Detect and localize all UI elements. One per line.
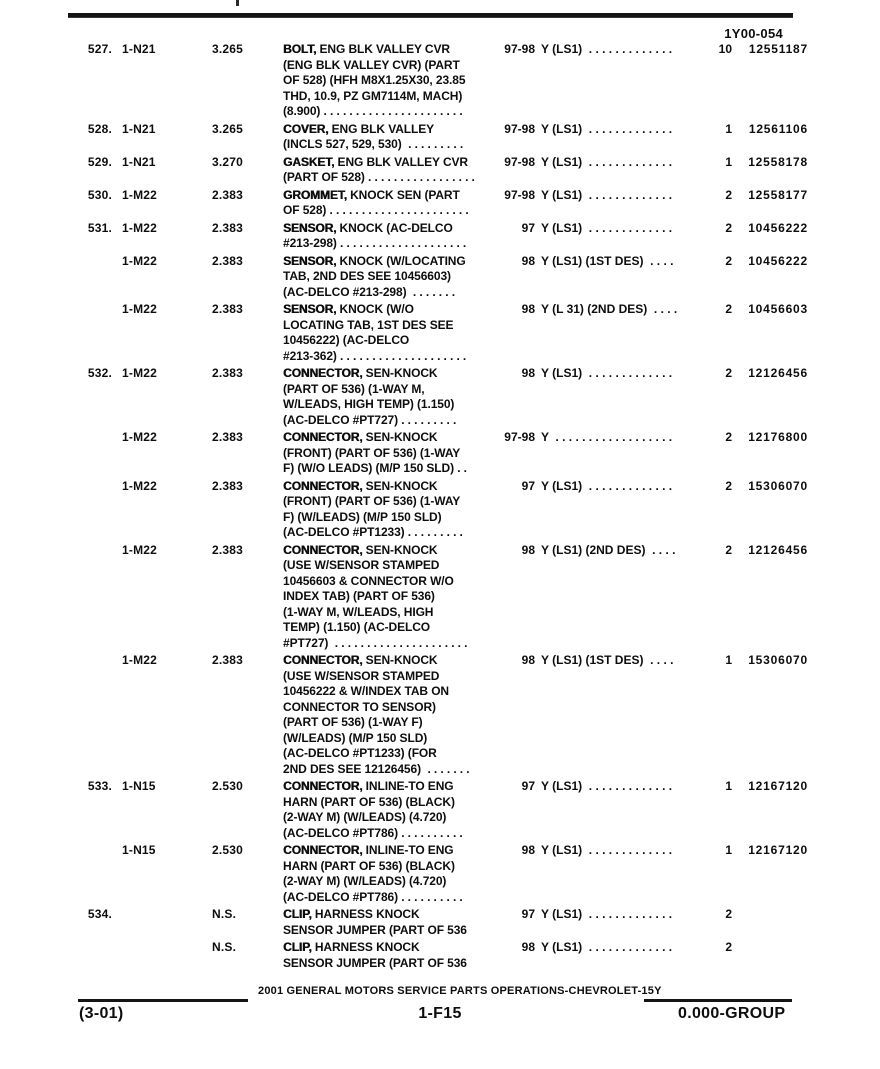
model-years: 97 (521, 907, 535, 921)
usage-code: Y (LS1) . . . . . . . . . . . . . (541, 220, 673, 235)
part-number: 10456603 (748, 302, 808, 316)
part-group-code (112, 907, 210, 938)
quantity: 2 (725, 430, 732, 444)
table-row (0, 543, 880, 652)
quantity: 2 (725, 542, 732, 557)
model-years: 97 (521, 478, 535, 493)
item-number: 530. (87, 187, 112, 202)
group-number: 2.383 (212, 187, 244, 202)
item-number: 529. (87, 154, 112, 169)
part-group-code: 1-M22 (122, 366, 158, 380)
table-row (0, 940, 880, 971)
part-group-code: 1-M22 (122, 253, 158, 268)
table-row (0, 122, 880, 153)
usage-code: Y (LS1) (1ST DES) . . . . (541, 253, 674, 268)
table-row (0, 366, 880, 428)
part-number: 12558178 (748, 154, 808, 169)
part-description: GROMMET, KNOCK SEN (PART OF 528) . . . . . . . . . . . . . . . . . . . . . . (283, 187, 469, 217)
part-description: CONNECTOR, SEN-KNOCK (USE W/SENSOR STAMPED 10456222 & W/INDEX TAB ON CONNECTOR TO SENSOR) (PART OF 536) (1-WAY F) (W/LEADS) (M/P 150 SLD) (AC-DELCO #PT1233) (FOR 2ND DES SEE 12126456) . . . . . . . (283, 653, 470, 776)
model-years: 97 (521, 779, 535, 793)
usage-code: Y (L 31) (2ND DES) . . . . (541, 302, 678, 316)
table-row (0, 188, 880, 219)
item-number: 534. (87, 907, 112, 921)
quantity: 2 (725, 253, 732, 268)
table-row (0, 254, 880, 301)
item-number (0, 843, 112, 905)
quantity: 2 (725, 187, 732, 202)
part-number: 12551187 (748, 42, 808, 56)
usage-code: Y (LS1) . . . . . . . . . . . . . (541, 42, 673, 56)
model-years: 97-98 (504, 187, 535, 202)
part-description: CONNECTOR, INLINE-TO ENG HARN (PART OF 536) (BLACK) (2-WAY M) (W/LEADS) (4.720) (AC-DELCO #PT786) . . . . . . . . . . (283, 779, 463, 840)
scan-artifact-tick (236, 0, 239, 6)
part-description: CLIP, HARNESS KNOCK SENSOR JUMPER (PART OF 536 (283, 940, 467, 970)
quantity: 10 (718, 42, 732, 56)
top-divider-rule (68, 13, 793, 18)
page-id-code: 1Y00-054 (724, 26, 783, 41)
quantity: 1 (725, 653, 732, 667)
usage-code: Y (LS1) . . . . . . . . . . . . . (541, 366, 673, 380)
part-description: CONNECTOR, SEN-KNOCK (USE W/SENSOR STAMPED 10456603 & CONNECTOR W/O INDEX TAB) (PART OF 536) (1-WAY M, W/LEADS, HIGH TEMP) (1.150) (AC-DELCO #PT727) . . . . . . . . . . . . . . . . . . . . . (283, 542, 468, 650)
model-years: 97 (521, 220, 535, 235)
group-number: 2.530 (212, 779, 244, 793)
group-number: 3.265 (212, 42, 244, 56)
part-group-code: 1-N21 (122, 42, 156, 56)
revision-date: (3-01) (79, 1005, 124, 1022)
item-number: 531. (87, 220, 112, 235)
footer-rule-right (644, 999, 792, 1002)
quantity: 2 (725, 940, 732, 954)
model-years: 98 (521, 653, 535, 667)
group-number: 2.383 (212, 478, 244, 493)
group-number: 3.265 (212, 121, 244, 136)
model-years: 98 (521, 940, 535, 954)
part-number: 12176800 (748, 430, 808, 444)
table-row (0, 155, 880, 186)
table-row (0, 302, 880, 364)
quantity: 1 (725, 779, 732, 793)
quantity: 2 (725, 302, 732, 316)
part-number: 12561106 (748, 121, 808, 136)
part-description: BOLT, ENG BLK VALLEY CVR (ENG BLK VALLEY CVR) (PART OF 528) (HFH M8X1.25X30, 23.85 THD, 10.9, PZ GM7114M, MACH) (8.900) . . . . . . . . . . . . . . . . . . . . . . (283, 42, 466, 118)
quantity: 2 (725, 907, 732, 921)
publisher-line: 2001 GENERAL MOTORS SERVICE PARTS OPERATIONS-CHEVROLET-15Y (258, 985, 662, 997)
part-group-code: 1-M22 (122, 187, 158, 202)
model-years: 97-98 (504, 430, 535, 444)
part-number (732, 907, 808, 938)
usage-code: Y (LS1) . . . . . . . . . . . . . (541, 940, 673, 954)
item-number (0, 940, 112, 971)
item-number (0, 254, 112, 301)
table-row (0, 779, 880, 841)
group-number: 2.383 (212, 430, 244, 444)
part-description: CONNECTOR, INLINE-TO ENG HARN (PART OF 536) (BLACK) (2-WAY M) (W/LEADS) (4.720) (AC-DELCO #PT786) . . . . . . . . . . (283, 843, 463, 904)
usage-code: Y (LS1) . . . . . . . . . . . . . (541, 779, 673, 793)
usage-code: Y (LS1) . . . . . . . . . . . . . (541, 907, 673, 921)
item-number (0, 479, 112, 541)
usage-code: Y (LS1) (2ND DES) . . . . (541, 542, 676, 557)
part-group-code: 1-N21 (122, 154, 156, 169)
part-number: 12558177 (748, 187, 808, 202)
usage-code: Y . . . . . . . . . . . . . . . . . . (541, 430, 673, 444)
table-row (0, 430, 880, 477)
model-years: 98 (521, 366, 535, 380)
page-footer (0, 982, 880, 1069)
part-description: GASKET, ENG BLK VALLEY CVR (PART OF 528) . . . . . . . . . . . . . . . . . (283, 154, 475, 184)
model-years: 98 (521, 542, 535, 557)
model-years: 97-98 (504, 121, 535, 136)
group-number: 2.383 (212, 653, 244, 667)
part-group-code: 1-M22 (122, 430, 158, 444)
part-group-code: 1-N21 (122, 121, 156, 136)
model-years: 98 (521, 253, 535, 268)
usage-code: Y (LS1) . . . . . . . . . . . . . (541, 478, 673, 493)
quantity: 2 (725, 366, 732, 380)
part-number: 12126456 (748, 542, 808, 557)
model-years: 98 (521, 843, 535, 857)
part-number: 10456222 (748, 253, 808, 268)
quantity: 1 (725, 843, 732, 857)
table-row (0, 42, 880, 120)
part-description: CONNECTOR, SEN-KNOCK (FRONT) (PART OF 536) (1-WAY F) (W/LEADS) (M/P 150 SLD) (AC-DELCO #PT1233) . . . . . . . . . (283, 478, 463, 539)
item-number: 528. (87, 121, 112, 136)
part-group-code: 1-N15 (122, 843, 156, 857)
item-number (0, 653, 112, 777)
group-number: 2.383 (212, 366, 244, 380)
usage-code: Y (LS1) (1ST DES) . . . . (541, 653, 674, 667)
footer-rule-left (78, 999, 248, 1002)
part-description: CONNECTOR, SEN-KNOCK (PART OF 536) (1-WAY M, W/LEADS, HIGH TEMP) (1.150) (AC-DELCO #PT727) . . . . . . . . . (283, 366, 457, 427)
part-group-code (112, 940, 210, 971)
model-years: 97-98 (504, 42, 535, 56)
part-description: SENSOR, KNOCK (AC-DELCO #213-298) . . . . . . . . . . . . . . . . . . . . (283, 220, 467, 250)
part-description: CLIP, HARNESS KNOCK SENSOR JUMPER (PART OF 536 (283, 907, 467, 937)
part-group-code: 1-M22 (122, 653, 158, 667)
item-number (0, 543, 112, 652)
parts-table (0, 42, 880, 973)
table-row (0, 479, 880, 541)
group-number: 2.383 (212, 302, 244, 316)
table-row (0, 843, 880, 905)
part-group-code: 1-M22 (122, 478, 158, 493)
part-group-code: 1-M22 (122, 542, 158, 557)
table-row (0, 221, 880, 252)
item-number (0, 302, 112, 364)
table-row (0, 907, 880, 938)
group-label: 0.000-GROUP (678, 1005, 786, 1022)
usage-code: Y (LS1) . . . . . . . . . . . . . (541, 154, 673, 169)
part-description: COVER, ENG BLK VALLEY (INCLS 527, 529, 530) . . . . . . . . . (283, 121, 464, 151)
group-number: 3.270 (212, 154, 244, 169)
page-number: 1-F15 (418, 1005, 462, 1022)
group-number: 2.383 (212, 220, 244, 235)
quantity: 2 (725, 478, 732, 493)
group-number: 2.383 (212, 542, 244, 557)
part-number: 10456222 (748, 220, 808, 235)
quantity: 1 (725, 121, 732, 136)
part-group-code: 1-M22 (122, 220, 158, 235)
usage-code: Y (LS1) . . . . . . . . . . . . . (541, 187, 673, 202)
part-description: SENSOR, KNOCK (W/O LOCATING TAB, 1ST DES SEE 10456222) (AC-DELCO #213-362) . . . . . . . . . . . . . . . . . . . . (283, 302, 467, 363)
quantity: 2 (725, 220, 732, 235)
item-number (0, 430, 112, 477)
part-description: CONNECTOR, SEN-KNOCK (FRONT) (PART OF 536) (1-WAY F) (W/O LEADS) (M/P 150 SLD) . . (283, 430, 467, 475)
usage-code: Y (LS1) . . . . . . . . . . . . . (541, 121, 673, 136)
group-number: 2.530 (212, 843, 244, 857)
item-number: 533. (87, 779, 112, 793)
item-number: 532. (87, 366, 112, 380)
usage-code: Y (LS1) . . . . . . . . . . . . . (541, 843, 673, 857)
part-description: SENSOR, KNOCK (W/LOCATING TAB, 2ND DES SEE 10456603) (AC-DELCO #213-298) . . . . . . . (283, 253, 466, 299)
part-group-code: 1-M22 (122, 302, 158, 316)
part-number: 12167120 (748, 779, 808, 793)
part-number: 12167120 (748, 843, 808, 857)
table-row (0, 653, 880, 777)
model-years: 98 (521, 302, 535, 316)
quantity: 1 (725, 154, 732, 169)
group-number: N.S. (212, 940, 237, 954)
group-number: N.S. (212, 907, 237, 921)
part-group-code: 1-N15 (122, 779, 156, 793)
item-number: 527. (87, 42, 112, 56)
part-number: 12126456 (748, 366, 808, 380)
model-years: 97-98 (504, 154, 535, 169)
group-number: 2.383 (212, 253, 244, 268)
part-number: 15306070 (748, 653, 808, 667)
part-number: 15306070 (748, 478, 808, 493)
part-number (732, 940, 808, 971)
